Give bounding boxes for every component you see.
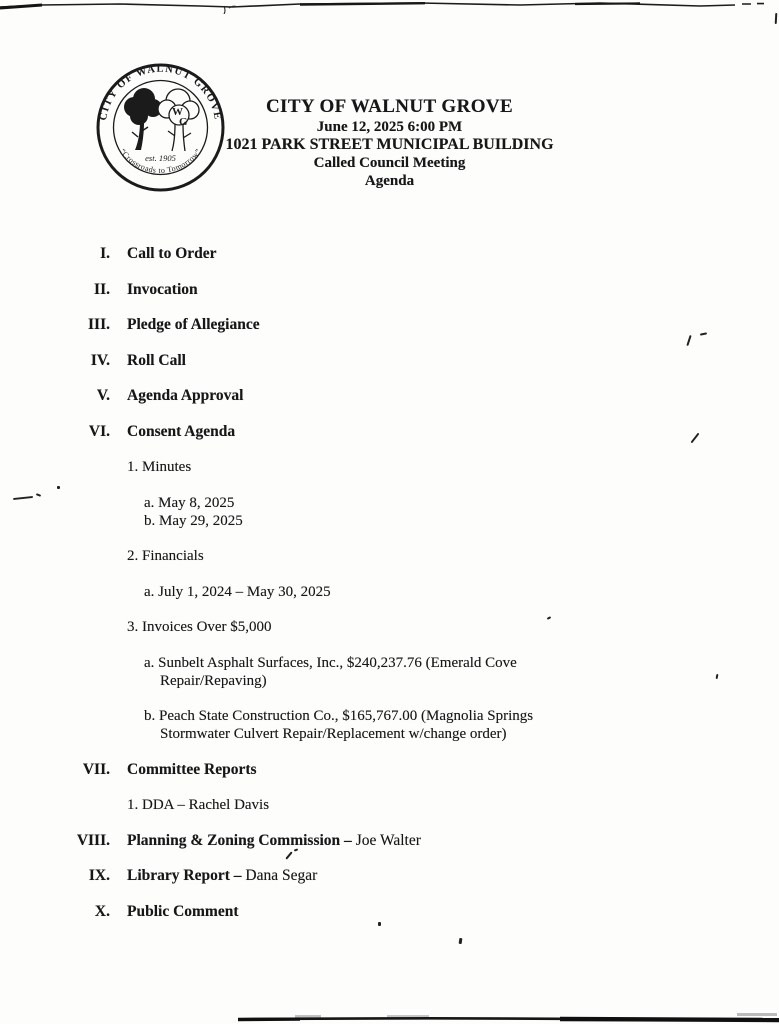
agenda-item	[0, 316, 720, 334]
agenda-subitem-detail	[144, 583, 720, 601]
document-header	[0, 96, 779, 190]
agenda-item-numeral: V.	[96, 387, 110, 404]
scan-artifact-top-line	[0, 0, 779, 14]
agenda-item-numeral: IV.	[90, 351, 110, 369]
agenda-item	[0, 761, 720, 779]
agenda-item-numeral: II.	[94, 280, 110, 298]
agenda-item-label: Call to Order	[127, 245, 217, 262]
seal-monogram-g: G	[179, 116, 188, 128]
agenda-item	[0, 423, 720, 441]
meeting-address: 1021 PARK STREET MUNICIPAL BUILDING	[225, 136, 554, 153]
scan-speck	[459, 938, 463, 944]
agenda-subitem: 1. DDA – Rachel Davis	[127, 797, 270, 813]
agenda-item-label: Roll Call	[127, 351, 186, 369]
agenda-item-label: Library Report – Dana Segar	[127, 867, 318, 884]
agenda-subitem-line: Repair/Repaving)	[160, 672, 267, 689]
agenda-item	[0, 903, 720, 921]
agenda-item-person: Dana Segar	[241, 867, 318, 884]
agenda-subitem: 1. Minutes	[127, 459, 192, 475]
agenda-item-label: Planning & Zoning Commission – Joe Walter	[127, 831, 421, 849]
agenda-item-label: Pledge of Allegiance	[127, 316, 260, 333]
agenda-item-person: Joe Walter	[351, 831, 421, 849]
agenda-subitem-line: a. July 1, 2024 – May 30, 2025	[144, 583, 331, 600]
agenda-item-label: Consent Agenda	[127, 422, 236, 440]
agenda-item-label: Agenda Approval	[127, 387, 244, 404]
document-type: Agenda	[364, 173, 415, 189]
scan-speck	[57, 486, 60, 489]
agenda-subitem-detail	[144, 654, 720, 690]
agenda-item-numeral: VIII.	[76, 831, 110, 849]
agenda-subitem: 2. Financials	[127, 548, 204, 564]
agenda-item	[0, 245, 720, 263]
seal-arc-top-text: CITY OF WALNUT GROVE	[98, 63, 223, 122]
agenda-item-label: Invocation	[127, 280, 198, 298]
agenda-item	[0, 832, 720, 850]
meeting-type: Called Council Meeting	[313, 155, 466, 171]
scan-speck	[775, 13, 778, 24]
agenda-item-label: Public Comment	[127, 902, 239, 920]
seal-monogram-w: W	[172, 106, 183, 118]
agenda-item-numeral: I.	[100, 245, 110, 262]
scan-artifact-bottom-line	[0, 1008, 779, 1024]
agenda-subitem-line: b. Peach State Construction Co., $165,767.00 (Magnolia Springs	[144, 708, 534, 724]
agenda-item	[0, 867, 720, 885]
page-title: CITY OF WALNUT GROVE	[265, 96, 514, 117]
seal-established-text: est. 1905	[145, 153, 176, 163]
agenda-list	[0, 245, 720, 938]
agenda-subitem-detail	[144, 494, 720, 530]
agenda-item-label: Committee Reports	[127, 760, 257, 778]
agenda-item-numeral: X.	[94, 902, 110, 920]
scan-speck	[378, 922, 381, 926]
agenda-item-numeral: VII.	[82, 760, 110, 778]
meeting-datetime: June 12, 2025 6:00 PM	[316, 119, 463, 135]
agenda-item	[0, 352, 720, 370]
agenda-subitem-line: Stormwater Culvert Repair/Replacement w/change order)	[160, 726, 507, 742]
agenda-subitem: 3. Invoices Over $5,000	[127, 619, 272, 635]
agenda-subitem-detail	[144, 707, 720, 743]
agenda-item	[0, 281, 720, 299]
agenda-subitem-line: a. Sunbelt Asphalt Surfaces, Inc., $240,237.76 (Emerald Cove	[144, 654, 517, 671]
agenda-subitem-line: a. May 8, 2025	[144, 494, 235, 511]
agenda-item-numeral: III.	[88, 316, 110, 333]
seal-arc-bottom-text: “Crossroads to Tomorrow”	[118, 147, 203, 176]
agenda-item-numeral: IX.	[88, 867, 110, 884]
agenda-item-numeral: VI.	[88, 422, 110, 440]
agenda-item	[0, 387, 720, 405]
agenda-subitem-line: b. May 29, 2025	[144, 512, 243, 529]
